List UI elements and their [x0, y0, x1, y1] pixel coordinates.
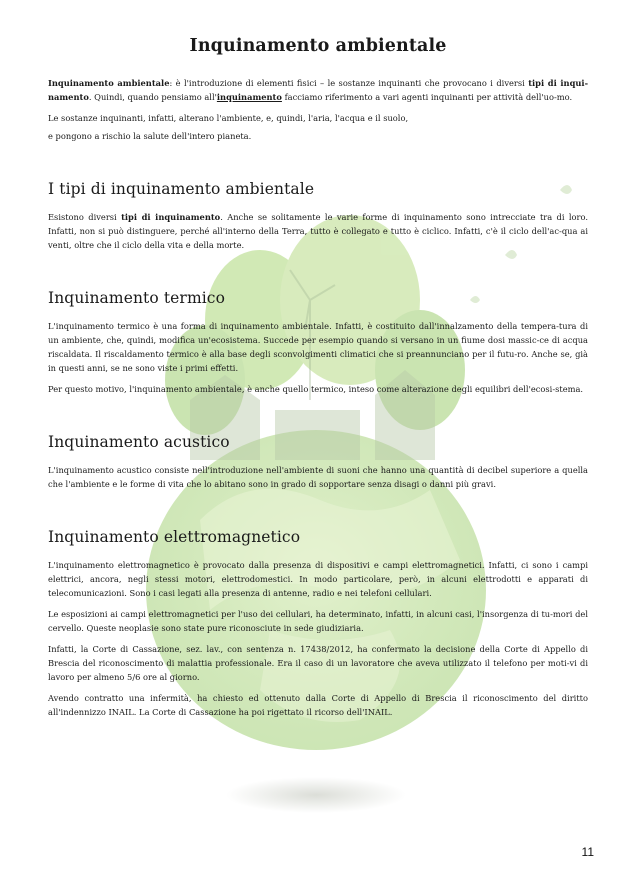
intro-term: Inquinamento ambientale — [48, 78, 170, 88]
elettro-paragraph-3: Infatti, la Corte di Cassazione, sez. lav., con sentenza n. 17438/2012, ha confermato la decisione della Corte di Appello di Brescia del riconoscimento di malattia professionale. Era il caso di un lavoratore che aveva utilizzato il telefono per moti-vi di lavoro per almeno 5/6 ore al giorno. — [48, 644, 588, 682]
section-heading-acustico: Inquinamento acustico — [48, 433, 230, 451]
tipi-text-b: . Anche se solitamente le varie forme di inquinamento sono intrecciate tra di loro. Infatti, non si può distinguere, perché all'interno della Terra, tutto è collegato e tutto è ciclico. Infatti, c'è il ciclo dell'ac-qua ai venti, oltre che il ciclo della vita e della morte. — [48, 212, 588, 250]
intro-paragraph — [48, 76, 588, 104]
intro-text-b: . Quindi, quando pensiamo all' — [88, 92, 217, 102]
globe-shadow — [226, 777, 406, 813]
section-heading-termico: Inquinamento termico — [48, 289, 226, 307]
elettro-paragraph-2: Le esposizioni ai campi elettromagnetici per l'uso dei cellulari, ha determinato, infatti, in alcuni casi, l'insorgenza di tu-mori del cervello. Queste neoplasie sono state pure riconosciute in sede giudiziaria. — [48, 609, 588, 633]
intro-bold-b: inquinamento — [216, 92, 282, 102]
intro-text-a: : è l'introduzione di elementi fisici – le sostanze inquinanti che provocano i diversi — [169, 78, 529, 88]
intro-paragraph-3: e pongono a rischio la salute dell'intero pianeta. — [48, 131, 252, 141]
termico-paragraph-2: Per questo motivo, l'inquinamento ambientale, è anche quello termico, inteso come alterazione degli equilibri dell'ecosi-stema. — [48, 384, 584, 394]
page-title: Inquinamento ambientale — [189, 36, 447, 56]
intro-bold-a: tipi di inqui-namento — [48, 78, 589, 102]
intro-text-c: facciamo riferimento a vari agenti inquinanti per attività dell'uo-mo. — [281, 92, 573, 102]
intro-paragraph-2: Le sostanze inquinanti, infatti, alterano l'ambiente, e, quindi, l'aria, l'acqua e il suolo, — [48, 113, 409, 123]
section-heading-tipi: I tipi di inquinamento ambientale — [48, 180, 315, 198]
tipi-text-a: Esistono diversi — [48, 212, 122, 222]
termico-paragraph-1: L'inquinamento termico è una forma di inquinamento ambientale. Infatti, è costituito dall'innalzamento della tempera-tura di un ambiente, che, quindi, modifica un'ecosistema. Succede per esempio quando si versano in un fiume dosi massic-ce di acqua riscaldata. Il riscaldamento termico è alla base degli sconvolgimenti climatici che si preannunciano per il futu-ro. Anche se, già in questi anni, se ne sono viste i primi effetti. — [48, 321, 588, 373]
elettro-paragraph-1: L'inquinamento elettromagnetico è provocato dalla presenza di dispositivi e campi elettromagnetici. Infatti, ci sono i campi elettrici, ancora, negli stessi motori, elettrodomestici. In modo particolare, però, in alcuni elettrodotti e apparati di telecomunicazioni. Sono i casi legati alla presenza di antenne, radio e nei telefoni cellulari. — [48, 560, 588, 598]
acustico-paragraph-1: L'inquinamento acustico consiste nell'introduzione nell'ambiente di suoni che hanno una quantità di decibel superiore a quella che l'ambiente e le forme di vita che lo abitano sono in grado di sopportare senza disagi o danni più gravi. — [48, 465, 588, 489]
section-heading-elettromagnetico: Inquinamento elettromagnetico — [48, 528, 301, 546]
elettro-paragraph-4: Avendo contratto una infermità, ha chiesto ed ottenuto dalla Corte di Appello di Brescia il riconoscimento del diritto all'indennizzo INAIL. La Corte di Cassazione ha poi rigettato il ricorso dell'INAIL. — [48, 693, 588, 717]
page-number: 11 — [581, 845, 594, 859]
tipi-bold: tipi di inquinamento — [121, 212, 221, 222]
document-page — [48, 36, 588, 726]
tipi-paragraph — [48, 210, 588, 252]
